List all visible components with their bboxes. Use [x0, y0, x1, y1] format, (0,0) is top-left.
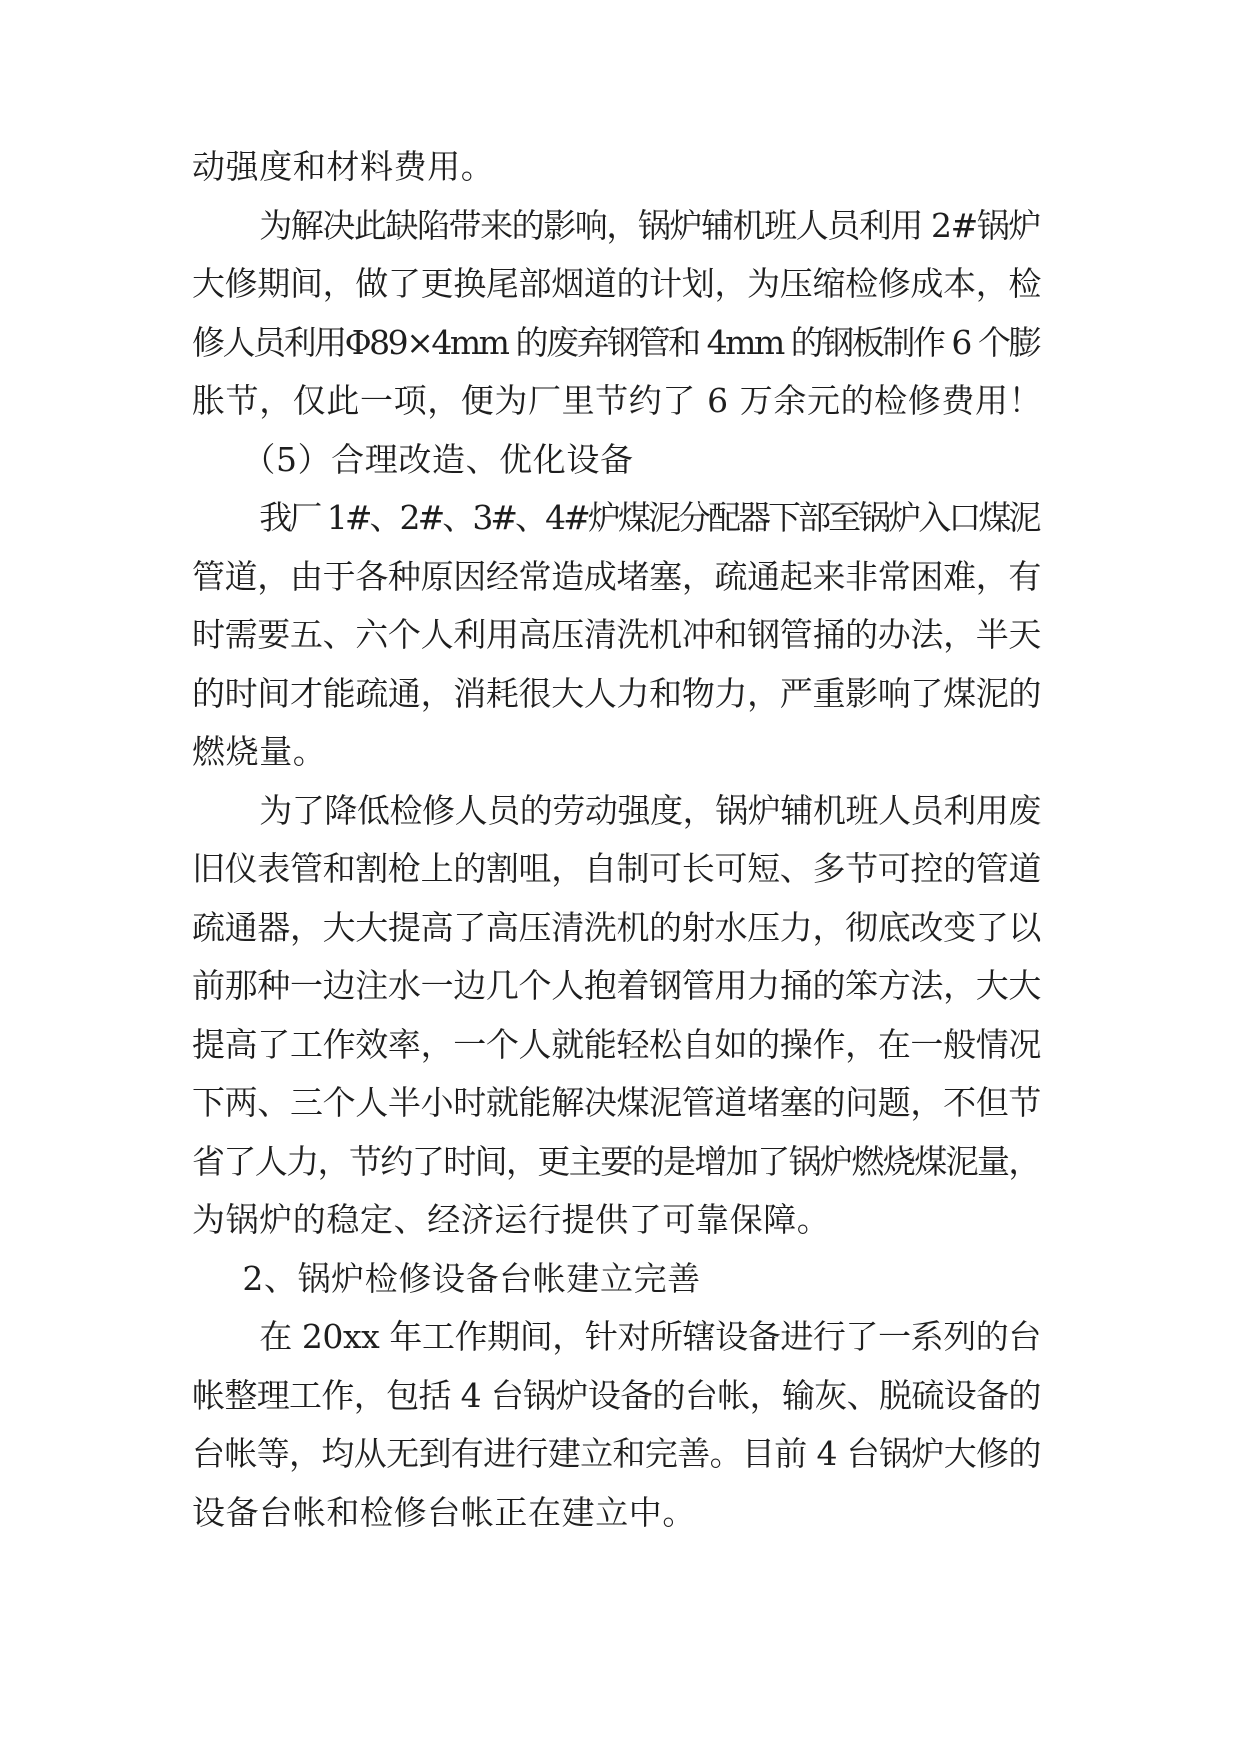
text-line-content: 修人员利用Φ89×4mm 的废弃钢管和 4mm 的钢板制作 6 个膨	[192, 322, 1039, 362]
text-line-content: 为锅炉的稳定、经济运行提供了可靠保障。	[192, 1200, 831, 1239]
text-line	[192, 138, 1042, 197]
text-line-content: 的时间才能疏通，消耗很大人力和物力，严重影响了煤泥的	[192, 673, 1042, 713]
text-line	[192, 723, 1042, 782]
text-line	[192, 1074, 1042, 1133]
text-line	[192, 1367, 1042, 1426]
text-line	[192, 1425, 1042, 1484]
text-line-content: 提高了工作效率，一个人就能轻松自如的操作，在一般情况	[192, 1024, 1042, 1064]
text-line	[192, 665, 1042, 724]
text-line-content: 我厂 1#、2#、3#、4#炉煤泥分配器下部至锅炉入口煤泥	[259, 498, 1039, 537]
text-line	[192, 255, 1042, 314]
text-line	[192, 1016, 1042, 1075]
text-line	[192, 1250, 1042, 1309]
text-line-content: （5）合理改造、优化设备	[242, 439, 634, 479]
text-line-content: 省了人力，节约了时间，更主要的是增加了锅炉燃烧煤泥量，	[192, 1141, 1040, 1181]
text-line-content: 2、锅炉检修设备台帐建立完善	[242, 1258, 701, 1298]
text-line	[192, 1133, 1042, 1192]
text-line	[192, 782, 1042, 841]
text-line-content: 时需要五、六个人利用高压清洗机冲和钢管捅的办法，半天	[192, 615, 1042, 654]
text-line-content: 燃烧量。	[192, 732, 327, 771]
text-line-content: 帐整理工作，包括 4 台锅炉设备的台帐，输灰、脱硫设备的	[192, 1375, 1041, 1415]
text-line	[192, 899, 1042, 958]
text-line	[192, 1484, 1042, 1543]
text-line	[192, 606, 1042, 665]
text-line	[192, 489, 1042, 548]
text-line-content: 大修期间，做了更换尾部烟道的计划，为压缩检修成本，检	[192, 264, 1042, 303]
text-line-content: 管道，由于各种原因经常造成堵塞，疏通起来非常困难，有	[192, 556, 1042, 596]
text-line	[192, 314, 1042, 373]
text-line-content: 台帐等，均从无到有进行建立和完善。目前 4 台锅炉大修的	[192, 1434, 1041, 1473]
text-line-content: 疏通器，大大提高了高压清洗机的射水压力，彻底改变了以	[192, 907, 1042, 947]
text-line	[192, 548, 1042, 607]
text-line-content: 在 20xx 年工作期间，针对所辖设备进行了一系列的台	[259, 1317, 1041, 1356]
text-line-content: 为解决此缺陷带来的影响，锅炉辅机班人员利用 2#锅炉	[259, 205, 1040, 245]
text-line-content: 前那种一边注水一边几个人抱着钢管用力捅的笨方法，大大	[192, 966, 1042, 1005]
text-line	[192, 840, 1042, 899]
text-line-content: 动强度和材料费用。	[192, 147, 495, 186]
text-line	[192, 372, 1042, 431]
text-line-content: 设备台帐和检修台帐正在建立中。	[192, 1492, 696, 1532]
body-text	[192, 138, 1042, 1542]
text-line	[192, 1308, 1042, 1367]
text-line	[192, 431, 1042, 490]
text-line	[192, 957, 1042, 1016]
text-line-content: 胀节，仅此一项，便为厂里节约了 6 万余元的检修费用！	[192, 381, 1043, 420]
text-line	[192, 197, 1042, 256]
text-line-content: 下两、三个人半小时就能解决煤泥管道堵塞的问题，不但节	[192, 1083, 1042, 1122]
text-line-content: 旧仪表管和割枪上的割咀，自制可长可短、多节可控的管道	[192, 849, 1042, 888]
text-line-content: 为了降低检修人员的劳动强度，锅炉辅机班人员利用废	[259, 790, 1041, 830]
text-line	[192, 1191, 1042, 1250]
